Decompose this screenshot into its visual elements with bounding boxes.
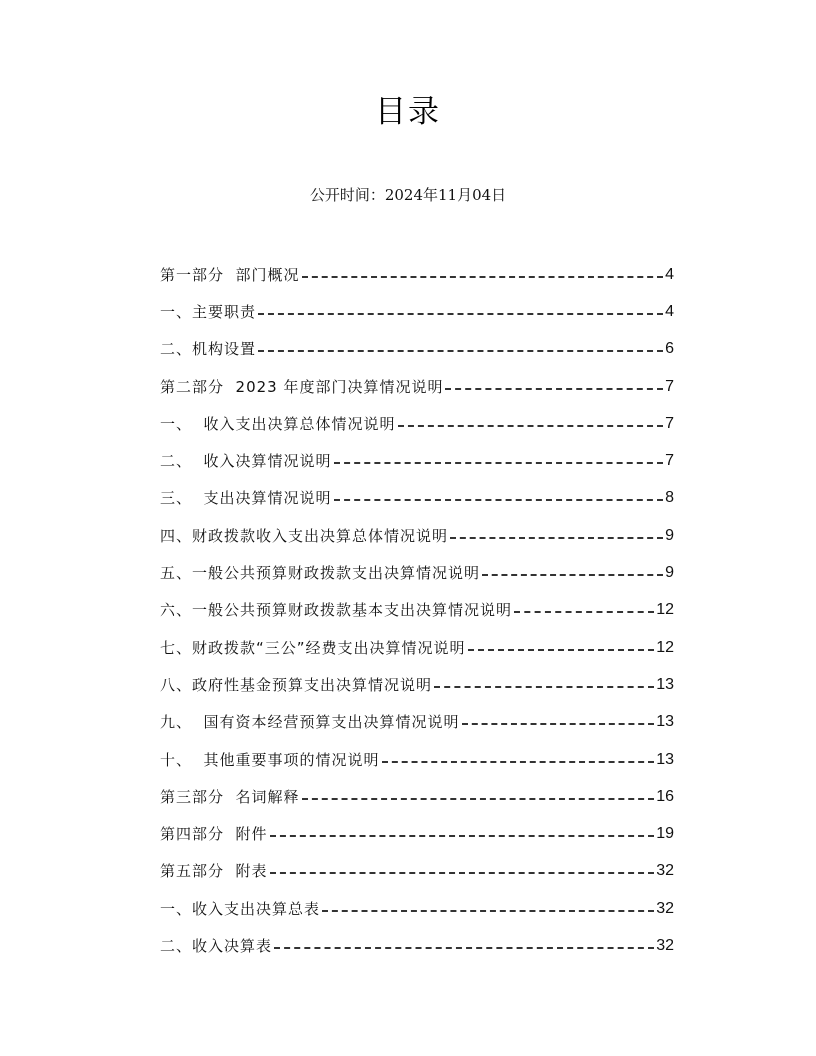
toc-entry-label: 第四部分 附件	[160, 825, 268, 844]
toc-entry-page-number: 7	[665, 452, 674, 470]
toc-entry-label: 五、一般公共预算财政拨款支出决算情况说明	[160, 564, 481, 583]
toc-entry-page-number: 16	[656, 787, 674, 805]
toc-entry[interactable]	[160, 405, 674, 442]
toc-entry[interactable]	[160, 517, 674, 554]
toc-entry-page-number: 4	[665, 302, 674, 320]
toc-entry-label: 六、一般公共预算财政拨款基本支出决算情况说明	[160, 601, 513, 620]
toc-dot-leader	[274, 947, 654, 949]
toc-entry-page-number: 4	[665, 265, 674, 283]
toc-entry-page-number: 32	[656, 899, 674, 917]
toc-entry-page-number: 6	[665, 340, 674, 358]
toc-entry[interactable]	[160, 815, 674, 852]
toc-entry-page-number: 13	[656, 675, 674, 693]
toc-dot-leader	[450, 537, 663, 539]
toc-entry[interactable]	[160, 293, 674, 330]
toc-entry-label: 二、收入决算表	[160, 936, 273, 955]
toc-entry-page-number: 13	[656, 713, 674, 731]
toc-entry-page-number: 9	[665, 526, 674, 544]
toc-dot-leader	[270, 835, 655, 837]
toc-dot-leader	[258, 350, 663, 352]
publish-date: 公开时间：2024年11月04日	[309, 186, 507, 204]
toc-dot-leader	[270, 872, 655, 874]
toc-entry[interactable]	[160, 666, 674, 703]
toc-dot-leader	[302, 798, 655, 800]
toc-dot-leader	[445, 388, 663, 390]
toc-entry-label: 八、政府性基金预算支出决算情况说明	[160, 675, 433, 694]
toc-dot-leader	[434, 686, 654, 688]
toc-entry-label: 一、主要职责	[160, 302, 257, 321]
toc-entry-page-number: 32	[656, 862, 674, 880]
toc-entry-label: 一、 收入支出决算总体情况说明	[160, 414, 396, 433]
toc-entry-page-number: 32	[656, 936, 674, 954]
toc-entry[interactable]	[160, 256, 674, 293]
toc-entry-label: 第三部分 名词解释	[160, 787, 300, 806]
toc-entry-page-number: 12	[656, 638, 674, 656]
toc-entry-page-number: 7	[665, 414, 674, 432]
toc-dot-leader	[334, 462, 664, 464]
toc-entry-label: 一、收入支出决算总表	[160, 899, 321, 918]
toc-entry[interactable]	[160, 890, 674, 927]
toc-entry-label: 十、 其他重要事项的情况说明	[160, 750, 380, 769]
toc-dot-leader	[334, 499, 664, 501]
toc-dot-leader	[462, 723, 655, 725]
toc-entry-page-number: 9	[665, 564, 674, 582]
toc-dot-leader	[258, 313, 663, 315]
table-of-contents	[160, 256, 674, 965]
toc-entry-label: 七、财政拨款“三公”经费支出决算情况说明	[160, 638, 466, 657]
toc-entry[interactable]	[160, 778, 674, 815]
toc-entry-page-number: 7	[665, 377, 674, 395]
toc-dot-leader	[382, 761, 655, 763]
toc-entry-page-number: 13	[656, 750, 674, 768]
toc-entry[interactable]	[160, 592, 674, 629]
toc-entry[interactable]	[160, 629, 674, 666]
toc-entry[interactable]	[160, 480, 674, 517]
toc-dot-leader	[322, 910, 654, 912]
toc-entry[interactable]	[160, 442, 674, 479]
toc-entry[interactable]	[160, 927, 674, 964]
toc-entry[interactable]	[160, 741, 674, 778]
toc-entry[interactable]	[160, 331, 674, 368]
toc-entry-label: 第二部分 2023 年度部门决算情况说明	[160, 377, 444, 396]
toc-entry-page-number: 8	[665, 489, 674, 507]
toc-dot-leader	[468, 649, 655, 651]
toc-entry-label: 第一部分 部门概况	[160, 265, 300, 284]
toc-entry[interactable]	[160, 853, 674, 890]
toc-dot-leader	[514, 611, 654, 613]
toc-entry-label: 第五部分 附表	[160, 862, 268, 881]
toc-entry[interactable]	[160, 704, 674, 741]
toc-dot-leader	[302, 276, 664, 278]
toc-dot-leader	[482, 574, 663, 576]
toc-entry-label: 二、机构设置	[160, 340, 257, 359]
toc-entry-label: 九、 国有资本经营预算支出决算情况说明	[160, 713, 460, 732]
toc-entry-page-number: 19	[656, 825, 674, 843]
toc-dot-leader	[398, 425, 664, 427]
toc-entry-label: 三、 支出决算情况说明	[160, 489, 332, 508]
toc-entry-label: 四、财政拨款收入支出决算总体情况说明	[160, 526, 449, 545]
toc-entry[interactable]	[160, 554, 674, 591]
page-title: 目录	[375, 94, 441, 130]
toc-entry-label: 二、 收入决算情况说明	[160, 452, 332, 471]
toc-entry[interactable]	[160, 368, 674, 405]
toc-entry-page-number: 12	[656, 601, 674, 619]
